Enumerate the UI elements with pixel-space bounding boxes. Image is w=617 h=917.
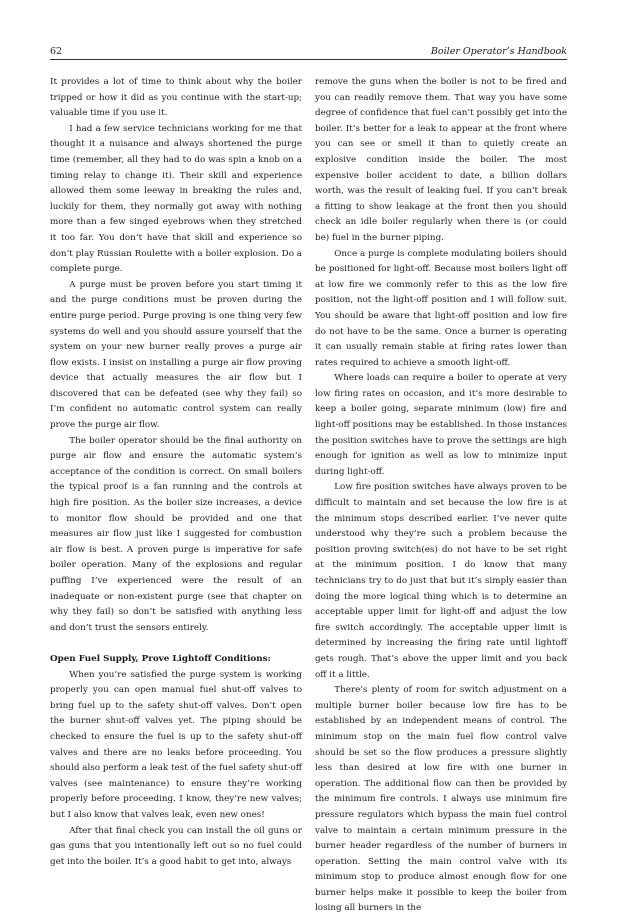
- paragraph: After that final check you can install the oil guns or gas guns that you intentionally left out so no fuel could get into the boiler. It’s a good habit to get into, always: [50, 825, 302, 867]
- right-column: [315, 75, 567, 917]
- paragraph: A purge must be proven before you start timing it and the purge conditions must be proven during the entire purge period. Purge proving is one thing very few systems do well and you should assure yourself that the system on your new burner really proves a purge air flow exists. I insist on installing a purge air flow proving device that actually measures the air flow but I discovered that can be defeated (see why they fail) so I’m confident no automatic control system can really prove the purge air flow.: [50, 279, 302, 431]
- paragraph: I had a few service technicians working for me that thought it a nuisance and always shortened the purge time (remember, all they had to do was spin a knob on a timing relay to change it). Their skill and experience allowed them some leeway in breaking the rules and, luckily for them, they normally got away with nothing more than a few singed eyebrows when they stretched it too far. You don’t have that skill and experience so don’t play Russian Roulette with a boiler explosion. Do a complete purge.: [50, 123, 302, 275]
- paragraph: Once a purge is complete modulating boilers should be positioned for light-off. Because most boilers light off at low fire we commonly refer to this as the low fire position, not the light-off position and I will follow suit. You should be aware that light-off position and low fire do not have to be the same. Once a burner is operating it can usually remain stable at firing rates lower than rates required to achieve a smooth light-off.: [315, 248, 567, 368]
- header-rule: [50, 59, 567, 60]
- running-header: [50, 46, 567, 60]
- paragraph: It provides a lot of time to think about why the boiler tripped or how it did as you continue with the start-up; valuable time if you use it.: [50, 77, 302, 119]
- paragraph: Where loads can require a boiler to operate at very low firing rates on occasion, and it’s more desirable to keep a boiler going, separate minimum (low) fire and light-off positions may be established. In those instances the position switches have to prove the settings are high enough for ignition as well as low to minimize input during light-off.: [315, 373, 567, 477]
- paragraph: When you’re satisfied the purge system is working properly you can open manual fuel shut-off valves to bring fuel up to the safety shut-off valves. Don’t open the burner shut-off valves yet. The piping should be checked to ensure the fuel is up to the safety shut-off valves and there are no leaks before proceeding. You should also perform a leak test of the fuel safety shut-off valves (see maintenance) to ensure they’re working properly before proceeding. I know, they’re new valves; but I also know that valves leak, even new ones!: [50, 669, 302, 820]
- left-column: [50, 75, 302, 870]
- paragraph: The boiler operator should be the final authority on purge air flow and ensure the automatic system’s acceptance of the condition is correct. On small boilers the typical proof is a fan running and the controls at high fire position. As the boiler size increases, a device to monitor flow should be provided and one that measures air flow just like I suggested for combustion air flow is best. A proven purge is imperative for safe boiler operation. Many of the explosions and regular puffing I’ve experienced were the result of an inadequate or non-existent purge (see that chapter on why they fail) so don’t be satisfied with anything less and don’t trust the sensors entirely.: [50, 435, 302, 633]
- paragraph: There’s plenty of room for switch adjustment on a multiple burner boiler because low fire has to be established by an independent means of control. The minimum stop on the main fuel flow control valve should be set so the flow produces a pressure slightly less than desired at low fire with one burner in operation. The additional flow can then be provided by the minimum fire controls. I always use minimum fire pressure regulators which bypass the main fuel control valve to maintain a certain minimum pressure in the burner header regardless of the number of burners in operation. Setting the main control valve with its minimum stop to produce almost enough flow for one burner helps make it possible to keep the boiler from losing all burners in the: [315, 685, 567, 914]
- paragraph: Low fire position switches have always proven to be difficult to maintain and set because the low fire is at the minimum stops described earlier. I’ve never quite understood why they’re such a problem because the position proving switch(es) do not have to be set right at the minimum position. I do know that many technicians try to do just that but it’s simply easier than doing the more logical thing which is to determine an acceptable upper limit for light-off and adjust the low fire switch accordingly. The acceptable upper limit is determined by increasing the firing rate until lightoff gets rough. That’s above the upper limit and you back off it a little.: [315, 482, 567, 680]
- book-title: Boiler Operator’s Handbook: [430, 46, 567, 57]
- section-heading: Open Fuel Supply, Prove Lightoff Conditions:: [50, 653, 271, 664]
- page-number: 62: [50, 46, 63, 57]
- paragraph: remove the guns when the boiler is not to be fired and you can readily remove them. That way you have some degree of confidence that fuel can’t possibly get into the boiler. It’s better for a leak to appear at the front where you can see or smell it than to quietly create an explosive condition inside the boiler. The most expensive boiler accident to date, a billion dollars worth, was the result of leaking fuel. If you can’t break a fitting to show leakage at the front then you should check an idle boiler regularly when there is (or could be) fuel in the burner piping.: [315, 77, 567, 243]
